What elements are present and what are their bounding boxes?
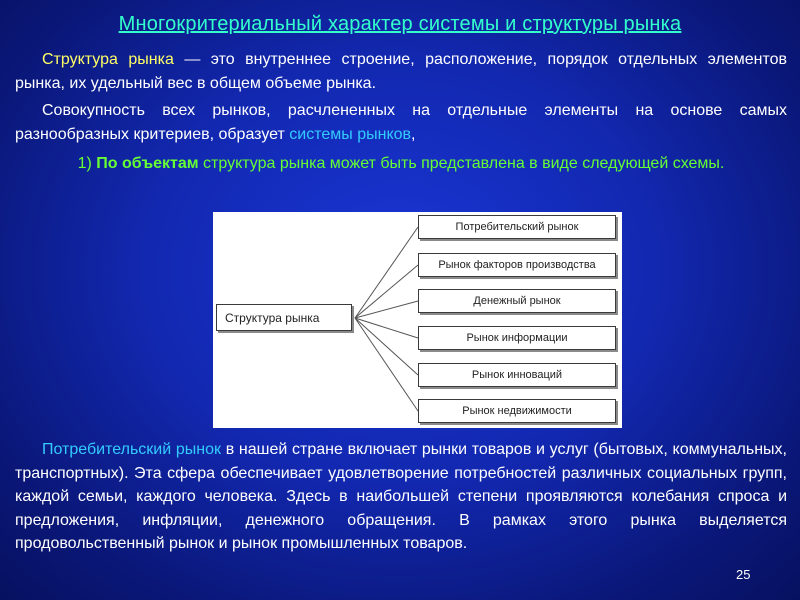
connector-line	[355, 318, 418, 411]
connector-line	[355, 318, 418, 338]
diagram-item-money-market: Денежный рынок	[418, 289, 616, 313]
diagram-item-innovation-market: Рынок инноваций	[418, 363, 616, 387]
paragraph-market-system	[15, 99, 787, 146]
term-consumer-market: Потребительский рынок	[42, 441, 221, 458]
diagram-item-consumer-market: Потребительский рынок	[418, 215, 616, 239]
diagram-root-box: Структура рынка	[216, 304, 352, 331]
page-number: 25	[736, 567, 751, 582]
slide-title: Многокритериальный характер системы и структуры рынка	[118, 13, 682, 35]
term-by-objects: По объектам	[96, 155, 199, 172]
diagram-item-factor-market: Рынок факторов производства	[418, 253, 616, 277]
paragraph-4-text: в нашей стране включает рынки товаров и услуг (бытовых, коммунальных, транспортных). Эта сфера обеспечивает удовлетворение потребностей различных социальных групп, каждой семьи, каждого человека. Здесь в наибольшей степени проявляются колебания спроса и предложения, инфляции, денежного обращения. В рамках этого рынка выделяется продовольственный рынок и рынок промышленных товаров.	[15, 441, 788, 552]
paragraph-1-text: — это внутреннее строение, расположение, порядок отдельных элементов рынка, их удельный вес в общем объеме рынка.	[15, 51, 787, 92]
term-market-structure: Структура рынка	[42, 51, 174, 68]
connector-line	[355, 318, 418, 375]
paragraph-by-objects	[15, 152, 787, 176]
term-market-system: системы рынков	[289, 125, 412, 143]
paragraph-consumer-market	[15, 438, 787, 556]
paragraph-3-text: структура рынка может быть представлена в виде следующей схемы.	[198, 155, 725, 172]
paragraph-3-lead: 1)	[77, 155, 97, 172]
paragraph-2-tail: ,	[411, 125, 416, 143]
diagram-item-information-market: Рынок информации	[418, 326, 616, 350]
diagram-item-real-estate-market: Рынок недвижимости	[418, 399, 616, 423]
market-structure-diagram	[213, 212, 622, 428]
paragraph-2-text: Совокупность всех рынков, расчлененных на отдельные элементы на основе самых разнообразных критериев, образует	[15, 102, 787, 143]
paragraph-market-structure	[15, 48, 787, 95]
